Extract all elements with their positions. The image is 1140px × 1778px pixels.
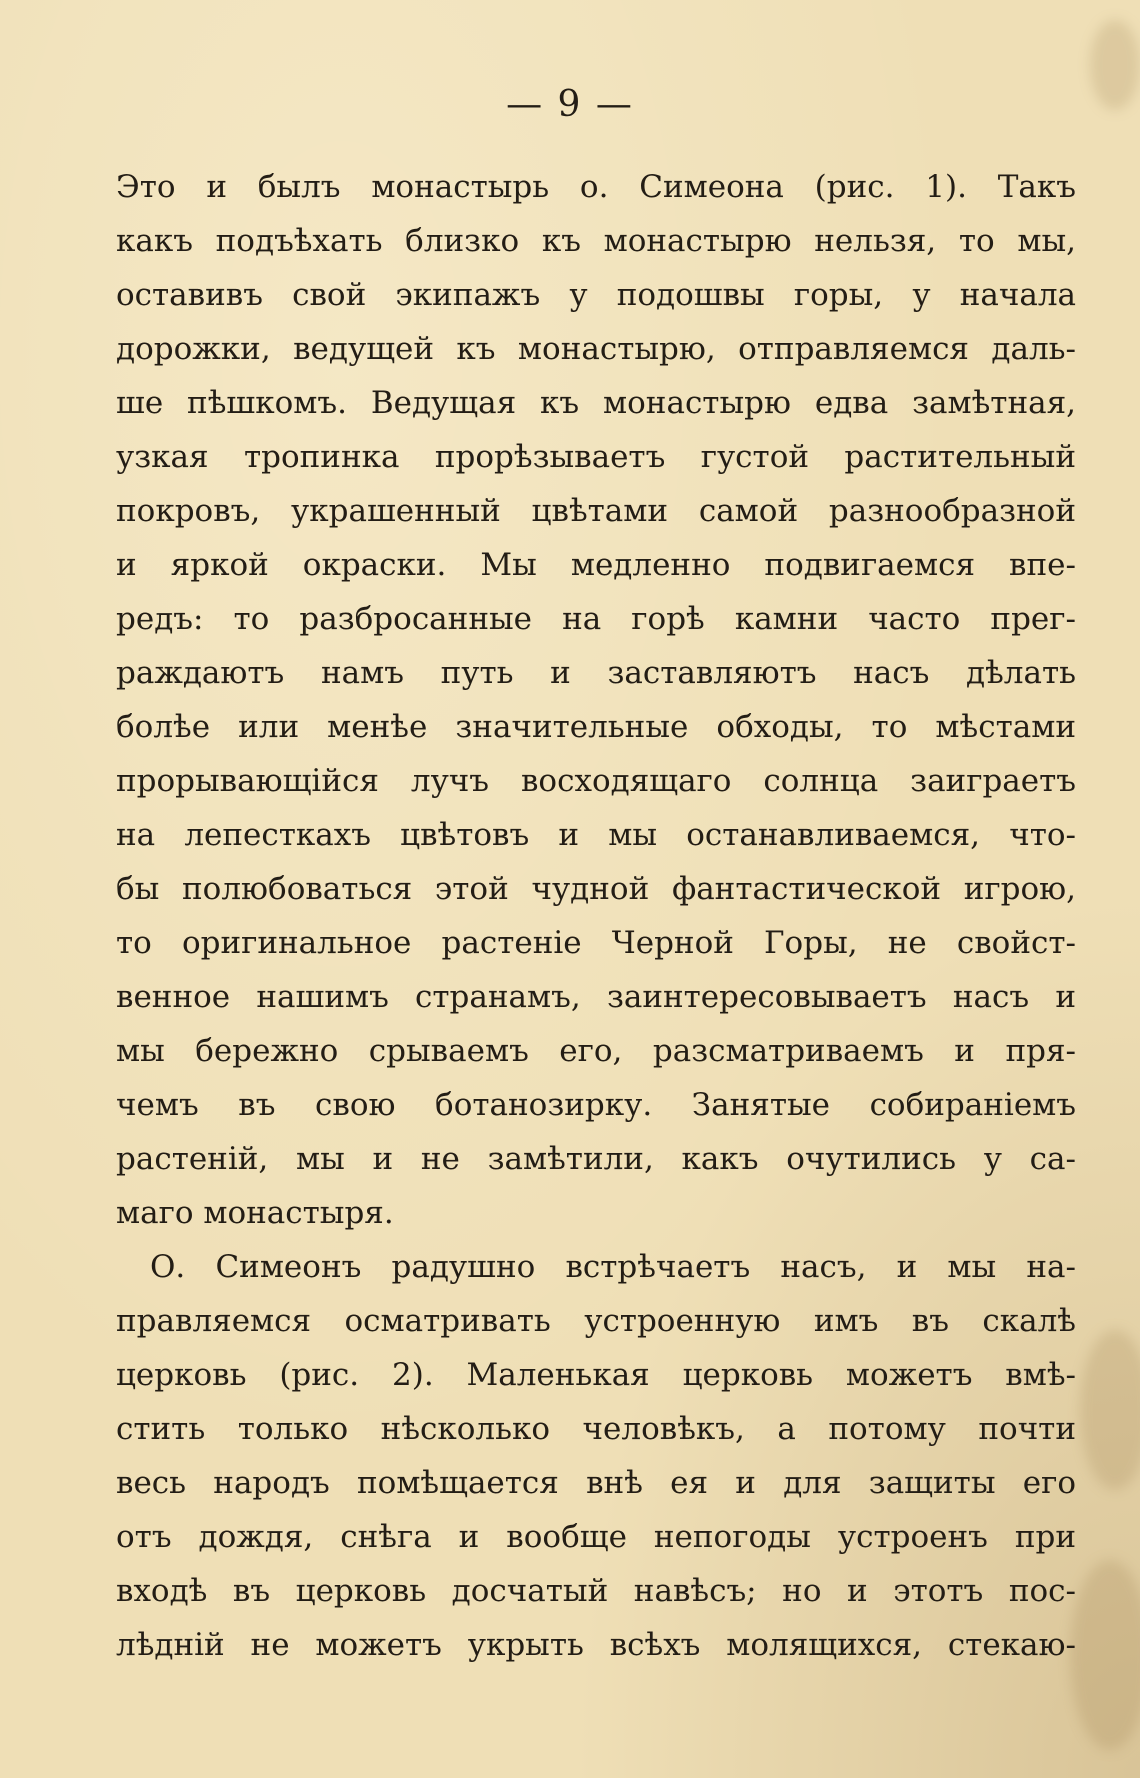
paper-stain [1080,1330,1140,1490]
text-line: Это и былъ монастырь о. Симеона (рис. 1). Такъ [116,169,1076,205]
text-line: правляемся осматривать устроенную имъ въ скалѣ [116,1303,1076,1339]
text-line: мы бережно срываемъ его, разсматриваемъ и пря- [116,1033,1076,1069]
text-line: на лепесткахъ цвѣтовъ и мы останавливаемся, что- [116,817,1076,853]
text-line: дорожки, ведущей къ монастырю, отправляемся даль- [116,331,1076,367]
text-line: прорывающійся лучъ восходящаго солнца заиграетъ [116,763,1076,799]
text-line: покровъ, украшенный цвѣтами самой разнообразной [116,493,1076,529]
text-line: церковь (рис. 2). Маленькая церковь можетъ вмѣ- [116,1357,1076,1393]
paper-stain [1070,1560,1140,1750]
text-line: ше пѣшкомъ. Ведущая къ монастырю едва замѣтная, [116,385,1076,421]
text-line: маго монастыря. [116,1195,394,1231]
text-line: венное нашимъ странамъ, заинтересовываетъ насъ и [116,979,1076,1015]
text-line: весь народъ помѣщается внѣ ея и для защиты его [116,1465,1076,1501]
text-line: чемъ въ свою ботанозирку. Занятые собираніемъ [116,1087,1076,1123]
text-line: редъ: то разбросанные на горѣ камни часто прег- [116,601,1076,637]
text-line: раждаютъ намъ путь и заставляютъ насъ дѣлать [116,655,1076,691]
text-line: растеній, мы и не замѣтили, какъ очутились у са- [116,1141,1076,1177]
text-line: лѣдній не можетъ укрыть всѣхъ молящихся, стекаю- [116,1627,1076,1663]
text-line: то оригинальное растеніе Черной Горы, не свойст- [116,925,1076,961]
paragraph-2 [116,1240,1076,1672]
text-line: какъ подъѣхать близко къ монастырю нельзя, то мы, [116,223,1076,259]
paragraph-1 [116,160,1076,1240]
text-line: узкая тропинка прорѣзываетъ густой растительный [116,439,1076,475]
text-line: стить только нѣсколько человѣкъ, а потому почти [116,1411,1076,1447]
text-line: входѣ въ церковь досчатый навѣсъ; но и этотъ пос- [116,1573,1076,1609]
text-line: бы полюбоваться этой чудной фантастической игрою, [116,871,1076,907]
text-line: оставивъ свой экипажъ у подошвы горы, у начала [116,277,1076,313]
text-line: О. Симеонъ радушно встрѣчаетъ насъ, и мы на- [150,1249,1076,1285]
text-line: и яркой окраски. Мы медленно подвигаемся впе- [116,547,1076,583]
text-line: болѣе или менѣе значительные обходы, то мѣстами [116,709,1076,745]
text-line: отъ дождя, снѣга и вообще непогоды устроенъ при [116,1519,1076,1555]
body-text [116,160,1076,1672]
page-number: — 9 — [506,84,634,125]
